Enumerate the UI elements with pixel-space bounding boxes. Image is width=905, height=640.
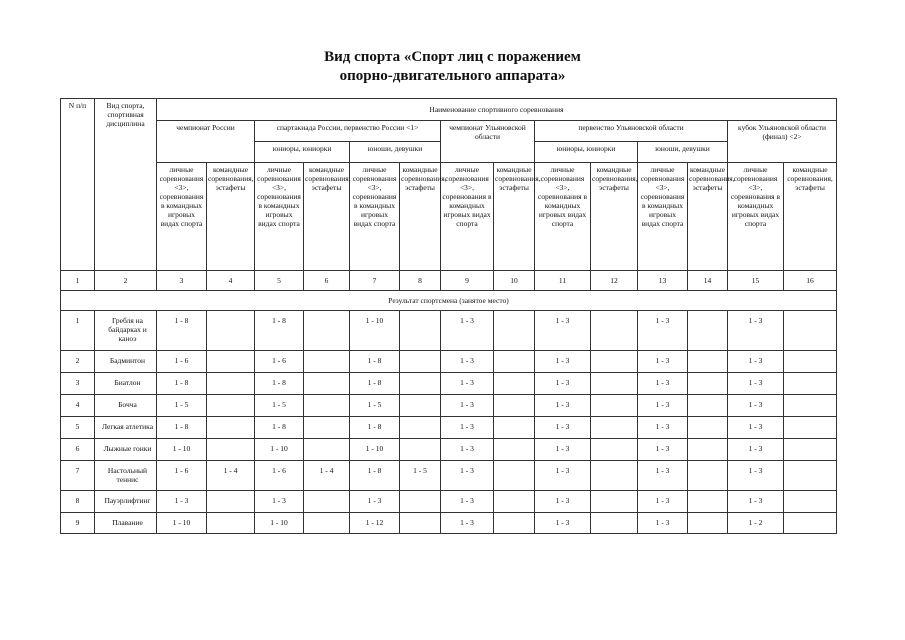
result-cell: 1 - 8: [255, 417, 304, 439]
column-header: личные соревнования <3>, соревнования в командных игровых видах спорта: [535, 163, 591, 271]
result-cell: 1 - 3: [638, 311, 688, 351]
column-number: 15: [728, 271, 784, 291]
result-cell: 1 - 8: [350, 461, 400, 491]
result-cell: [688, 439, 728, 461]
result-cell: [400, 491, 441, 513]
result-cell: 1 - 3: [535, 461, 591, 491]
result-cell: 1 - 10: [255, 513, 304, 534]
result-cell: [207, 491, 255, 513]
sport-discipline: Гребля на байдарках и каноэ: [95, 311, 157, 351]
column-header: личные соревнования <3>, соревнования в командных игровых видах спорта: [157, 163, 207, 271]
result-cell: 1 - 3: [638, 395, 688, 417]
result-cell: [304, 439, 350, 461]
group-cup-ulyanovsk: кубок Ульяновской области (финал) <2>: [728, 121, 837, 163]
result-cell: [784, 311, 837, 351]
result-cell: 1 - 8: [350, 373, 400, 395]
result-cell: [784, 513, 837, 534]
header-competition-name: Наименование спортивного соревнования: [157, 99, 837, 121]
result-cell: 1 - 3: [441, 417, 494, 439]
result-cell: 1 - 3: [255, 491, 304, 513]
result-cell: 1 - 3: [441, 461, 494, 491]
table-row: [61, 461, 837, 491]
result-cell: [688, 373, 728, 395]
result-cell: 1 - 8: [157, 373, 207, 395]
result-cell: [304, 513, 350, 534]
column-number: 2: [95, 271, 157, 291]
result-cell: [304, 417, 350, 439]
competition-table: [60, 98, 837, 534]
subgroup-juniors-1: юниоры, юниорки: [255, 142, 350, 163]
result-cell: [591, 461, 638, 491]
column-number: 13: [638, 271, 688, 291]
title-line-2: опорно-двигательного аппарата»: [339, 68, 566, 84]
result-cell: 1 - 3: [441, 513, 494, 534]
result-label: Результат спортсмена (занятое место): [61, 291, 837, 311]
result-cell: 1 - 6: [157, 351, 207, 373]
group-championship-ulyanovsk: чемпионат Ульяновской области: [441, 121, 535, 163]
result-cell: 1 - 3: [535, 395, 591, 417]
result-cell: [207, 513, 255, 534]
result-cell: 1 - 3: [441, 351, 494, 373]
result-cell: 1 - 5: [157, 395, 207, 417]
result-cell: 1 - 3: [350, 491, 400, 513]
result-cell: 1 - 10: [157, 513, 207, 534]
result-cell: 1 - 3: [157, 491, 207, 513]
table-row: [61, 491, 837, 513]
result-cell: 1 - 8: [350, 417, 400, 439]
sport-discipline: Легкая атлетика: [95, 417, 157, 439]
result-cell: 1 - 5: [350, 395, 400, 417]
result-cell: [494, 311, 535, 351]
result-cell: 1 - 3: [638, 439, 688, 461]
column-header: командные соревнования, эстафеты: [494, 163, 535, 271]
result-cell: [400, 351, 441, 373]
result-cell: 1 - 3: [728, 395, 784, 417]
result-cell: [591, 373, 638, 395]
result-cell: 1 - 3: [535, 439, 591, 461]
result-cell: 1 - 6: [157, 461, 207, 491]
header-np: N п/п: [61, 99, 95, 271]
row-number: 9: [61, 513, 95, 534]
result-cell: [304, 373, 350, 395]
row-number: 2: [61, 351, 95, 373]
result-cell: 1 - 3: [535, 491, 591, 513]
result-cell: 1 - 3: [638, 491, 688, 513]
result-cell: 1 - 8: [157, 417, 207, 439]
result-cell: [688, 395, 728, 417]
column-header: командные соревнования, эстафеты: [591, 163, 638, 271]
result-cell: [688, 311, 728, 351]
column-number: 14: [688, 271, 728, 291]
column-header: личные соревнования <3>, соревнования в командных игровых видах спорта: [638, 163, 688, 271]
result-cell: [688, 351, 728, 373]
result-cell: 1 - 8: [350, 351, 400, 373]
group-spartakiad: спартакиада России, первенство России <1>: [255, 121, 441, 142]
result-cell: 1 - 12: [350, 513, 400, 534]
sport-discipline: Настольный теннис: [95, 461, 157, 491]
result-cell: [400, 417, 441, 439]
column-number: 5: [255, 271, 304, 291]
result-cell: [494, 513, 535, 534]
table-row: [61, 351, 837, 373]
table-row: [61, 513, 837, 534]
column-header: личные соревнования <3>, соревнования в командных игровых видах спорта: [350, 163, 400, 271]
result-cell: 1 - 8: [255, 373, 304, 395]
column-header: командные соревнования, эстафеты: [784, 163, 837, 271]
result-cell: 1 - 8: [255, 311, 304, 351]
result-cell: 1 - 4: [304, 461, 350, 491]
column-number: 8: [400, 271, 441, 291]
result-cell: 1 - 3: [728, 461, 784, 491]
column-header: личные соревнования <3>, соревнования в командных игровых видах спорта: [441, 163, 494, 271]
result-cell: 1 - 10: [350, 311, 400, 351]
result-cell: [207, 417, 255, 439]
result-cell: 1 - 3: [535, 351, 591, 373]
column-number: 6: [304, 271, 350, 291]
row-number: 4: [61, 395, 95, 417]
row-number: 5: [61, 417, 95, 439]
result-cell: [207, 439, 255, 461]
document-title: [0, 48, 905, 86]
result-cell: [207, 395, 255, 417]
result-cell: [494, 373, 535, 395]
result-cell: [784, 491, 837, 513]
result-cell: [784, 439, 837, 461]
result-cell: 1 - 10: [157, 439, 207, 461]
result-cell: [494, 439, 535, 461]
table-row: [61, 417, 837, 439]
table-row: [61, 395, 837, 417]
result-cell: [784, 373, 837, 395]
result-cell: [207, 351, 255, 373]
result-cell: [400, 395, 441, 417]
column-header: командные соревнования, эстафеты: [400, 163, 441, 271]
result-cell: [400, 513, 441, 534]
row-number: 6: [61, 439, 95, 461]
result-cell: 1 - 3: [441, 395, 494, 417]
result-cell: [784, 461, 837, 491]
subgroup-youth-1: юноши, девушки: [350, 142, 441, 163]
result-cell: [207, 311, 255, 351]
table-row: [61, 311, 837, 351]
result-cell: [304, 311, 350, 351]
column-number: 12: [591, 271, 638, 291]
table-row: [61, 373, 837, 395]
result-cell: 1 - 3: [441, 311, 494, 351]
column-header: командные соревнования, эстафеты: [207, 163, 255, 271]
column-number: 1: [61, 271, 95, 291]
result-cell: [784, 351, 837, 373]
result-cell: 1 - 3: [728, 311, 784, 351]
result-cell: 1 - 10: [255, 439, 304, 461]
row-number: 8: [61, 491, 95, 513]
result-cell: [688, 513, 728, 534]
result-cell: 1 - 3: [441, 491, 494, 513]
result-cell: [591, 311, 638, 351]
column-header: командные соревнования, эстафеты: [688, 163, 728, 271]
result-cell: [591, 351, 638, 373]
result-cell: 1 - 3: [728, 439, 784, 461]
result-cell: 1 - 3: [441, 373, 494, 395]
result-cell: [591, 513, 638, 534]
column-number: 10: [494, 271, 535, 291]
result-cell: [494, 461, 535, 491]
sport-discipline: Плавание: [95, 513, 157, 534]
row-number: 1: [61, 311, 95, 351]
column-header: личные соревнования <3>, соревнования в командных игровых видах спорта: [728, 163, 784, 271]
result-cell: 1 - 3: [441, 439, 494, 461]
title-line-1: Вид спорта «Спорт лиц с поражением: [324, 49, 581, 65]
result-cell: 1 - 10: [350, 439, 400, 461]
result-cell: 1 - 2: [728, 513, 784, 534]
column-number: 3: [157, 271, 207, 291]
result-cell: 1 - 3: [535, 373, 591, 395]
result-cell: 1 - 3: [728, 491, 784, 513]
result-cell: 1 - 5: [400, 461, 441, 491]
sport-discipline: Бадминтон: [95, 351, 157, 373]
result-cell: 1 - 3: [638, 513, 688, 534]
result-cell: 1 - 3: [535, 417, 591, 439]
column-header: личные соревнования <3>, соревнования в командных игровых видах спорта: [255, 163, 304, 271]
result-cell: 1 - 3: [728, 373, 784, 395]
table-row: [61, 439, 837, 461]
result-cell: [688, 417, 728, 439]
row-number: 3: [61, 373, 95, 395]
sport-discipline: Пауэрлифтинг: [95, 491, 157, 513]
result-cell: [494, 491, 535, 513]
result-cell: 1 - 3: [638, 351, 688, 373]
result-cell: 1 - 3: [638, 417, 688, 439]
result-cell: [494, 351, 535, 373]
result-cell: 1 - 3: [535, 311, 591, 351]
column-number: 11: [535, 271, 591, 291]
result-cell: 1 - 3: [638, 461, 688, 491]
sport-discipline: Лыжные гонки: [95, 439, 157, 461]
column-number: 9: [441, 271, 494, 291]
header-sport: Вид спорта, спортивная дисциплина: [95, 99, 157, 271]
sport-discipline: Биатлон: [95, 373, 157, 395]
result-cell: 1 - 4: [207, 461, 255, 491]
result-cell: [591, 417, 638, 439]
result-cell: [494, 417, 535, 439]
subgroup-youth-2: юноши, девушки: [638, 142, 728, 163]
result-cell: [591, 439, 638, 461]
result-cell: [207, 373, 255, 395]
result-cell: [591, 491, 638, 513]
result-cell: [784, 395, 837, 417]
row-number: 7: [61, 461, 95, 491]
result-cell: 1 - 3: [728, 417, 784, 439]
result-cell: 1 - 3: [638, 373, 688, 395]
result-cell: 1 - 5: [255, 395, 304, 417]
result-cell: [688, 461, 728, 491]
group-first-ulyanovsk: первенство Ульяновской области: [535, 121, 728, 142]
column-number: 7: [350, 271, 400, 291]
result-cell: [304, 491, 350, 513]
group-championship-russia: чемпионат России: [157, 121, 255, 163]
result-cell: [688, 491, 728, 513]
column-header: командные соревнования, эстафеты: [304, 163, 350, 271]
result-cell: [400, 311, 441, 351]
result-cell: 1 - 3: [535, 513, 591, 534]
result-cell: 1 - 8: [157, 311, 207, 351]
column-number: 16: [784, 271, 837, 291]
subgroup-juniors-2: юниоры, юниорки: [535, 142, 638, 163]
result-cell: [400, 373, 441, 395]
result-cell: 1 - 6: [255, 351, 304, 373]
sport-discipline: Бочча: [95, 395, 157, 417]
result-cell: [494, 395, 535, 417]
result-cell: [304, 395, 350, 417]
result-cell: [784, 417, 837, 439]
result-cell: [591, 395, 638, 417]
result-cell: [400, 439, 441, 461]
column-number: 4: [207, 271, 255, 291]
result-cell: 1 - 6: [255, 461, 304, 491]
result-cell: [304, 351, 350, 373]
result-cell: 1 - 3: [728, 351, 784, 373]
